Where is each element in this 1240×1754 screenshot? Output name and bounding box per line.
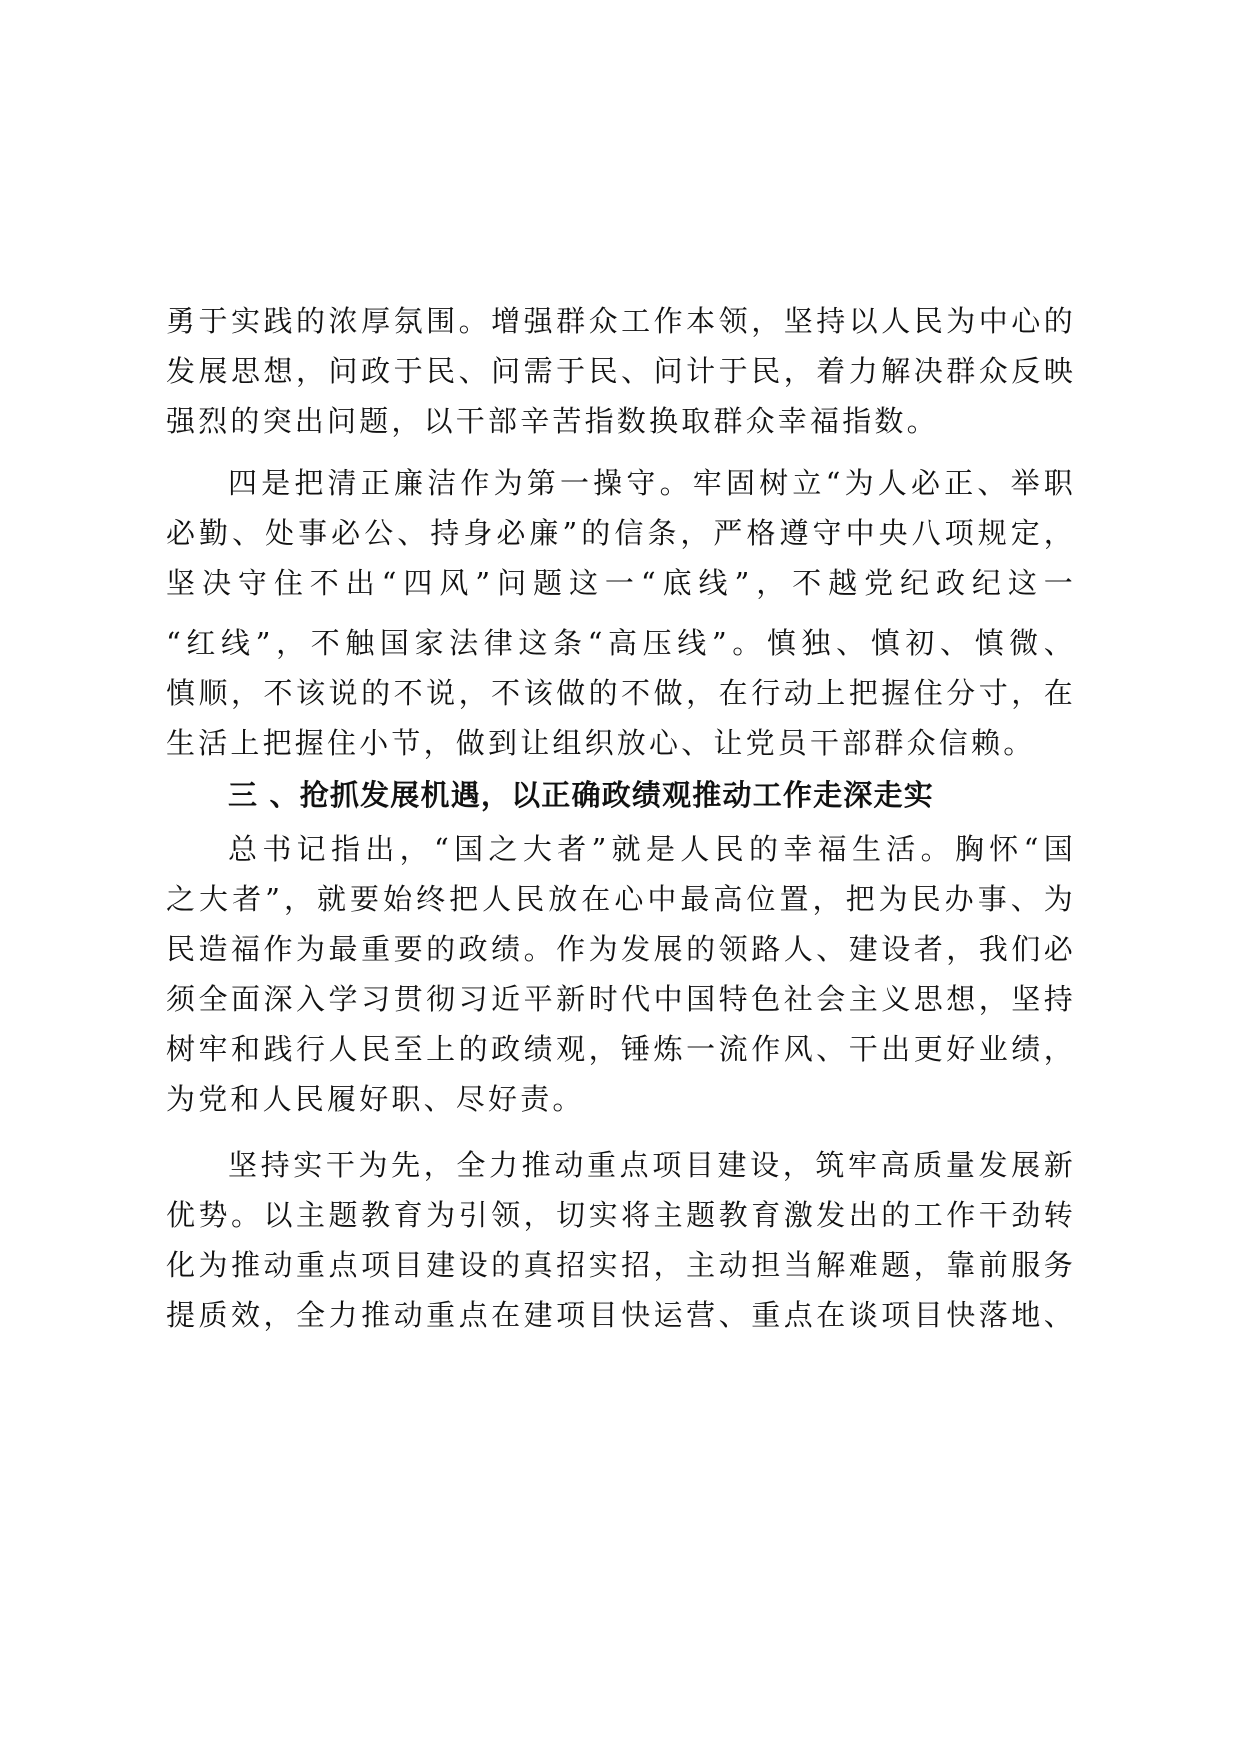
text-line: 之大者”，就要始终把人民放在心中最高位置，把为民办事、为 — [166, 882, 1076, 916]
text-line: 生活上把握住小节，做到让组织放心、让党员干部群众信赖。 — [166, 726, 1036, 760]
text-line: 强烈的突出问题，以干部辛苦指数换取群众幸福指数。 — [166, 404, 939, 438]
text-line: 优势。以主题教育为引领，切实将主题教育激发出的工作干劲转 — [166, 1198, 1076, 1232]
paragraph-key-projects — [166, 1140, 1076, 1340]
text-line: 坚决守住不出“四风”问题这一“底线”，不越党纪政纪这一 — [166, 566, 1076, 600]
text-line: 总书记指出，“国之大者”就是人民的幸福生活。胸怀“国 — [228, 832, 1076, 866]
text-line: 必勤、处事必公、持身必廉”的信条，严格遵守中央八项规定， — [166, 516, 1076, 550]
paragraph-integrity — [166, 458, 1076, 768]
text-line: 树牢和践行人民至上的政绩观，锤炼一流作风、干出更好业绩， — [166, 1032, 1076, 1066]
section-heading-3: 三 、抢抓发展机遇，以正确政绩观推动工作走深走实 — [228, 778, 934, 812]
text-line: 发展思想，问政于民、问需于民、问计于民，着力解决群众反映 — [166, 354, 1076, 388]
text-line: 坚持实干为先，全力推动重点项目建设，筑牢高质量发展新 — [228, 1148, 1076, 1182]
text-line: 须全面深入学习贯彻习近平新时代中国特色社会主义思想，坚持 — [166, 982, 1076, 1016]
text-line: 为党和人民履好职、尽好责。 — [166, 1082, 585, 1116]
text-line: 四是把清正廉洁作为第一操守。牢固树立“为人必正、举职 — [228, 466, 1076, 500]
document-body — [166, 296, 1076, 1340]
paragraph-mass-work — [166, 296, 1076, 446]
text-line: 慎顺，不该说的不说，不该做的不做，在行动上把握住分寸，在 — [166, 676, 1076, 710]
text-line: 化为推动重点项目建设的真招实招，主动担当解难题，靠前服务 — [166, 1248, 1076, 1282]
text-line: 提质效，全力推动重点在建项目快运营、重点在谈项目快落地、 — [166, 1298, 1076, 1332]
paragraph-guozhidazhe — [166, 824, 1076, 1124]
text-line: “红线”，不触国家法律这条“高压线”。慎独、慎初、慎微、 — [166, 626, 1076, 660]
text-line: 勇于实践的浓厚氛围。增强群众工作本领，坚持以人民为中心的 — [166, 304, 1076, 338]
text-line: 民造福作为最重要的政绩。作为发展的领路人、建设者，我们必 — [166, 932, 1076, 966]
